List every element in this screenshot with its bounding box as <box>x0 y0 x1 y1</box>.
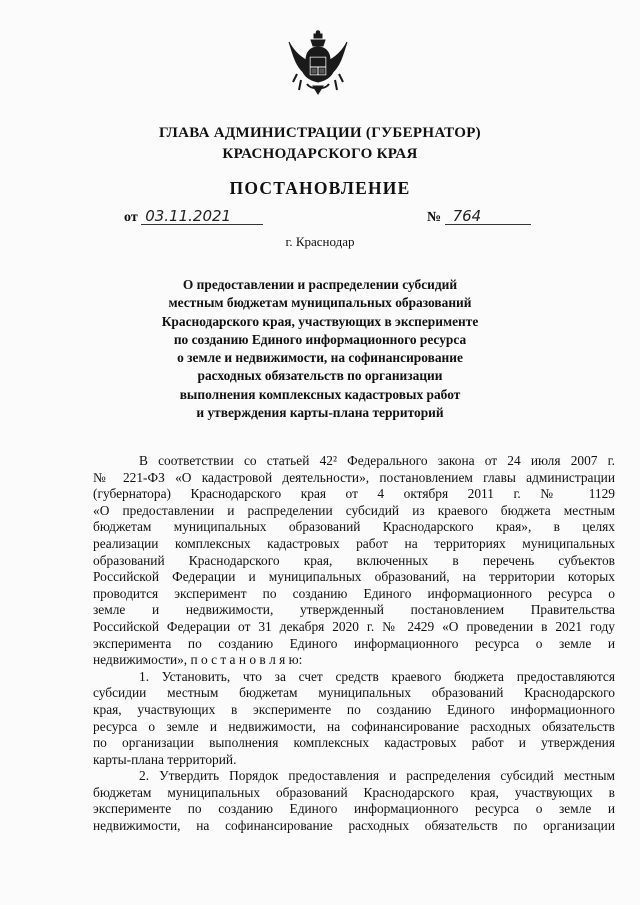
body-line: бюджетам муниципальных образований Краснодарского края, участвующих в <box>93 784 615 800</box>
title-line: по созданию Единого информационного ресурса <box>173 331 467 347</box>
number-field <box>427 209 531 226</box>
title-line: местным бюджетам муниципальных образований <box>168 295 472 311</box>
date-value: 03.11.2021 <box>141 209 263 225</box>
body-line: бюджетам муниципальных образований Краснодарского края», в целях <box>93 519 615 535</box>
title-line: выполнения комплексных кадастровых работ <box>179 386 461 402</box>
title-line: расходных обязательств по организации <box>197 368 443 384</box>
header-line-1: ГЛАВА АДМИНИСТРАЦИИ (ГУБЕРНАТОР) <box>159 125 481 141</box>
title-line: Краснодарского края, участвующих в эксперименте <box>161 313 479 329</box>
body-line: образований Краснодарского края, включенных в перечень субъектов <box>93 552 615 568</box>
header-line-2: КРАСНОДАРСКОГО КРАЯ <box>222 146 418 162</box>
body-line: земле и недвижимости, утвержденный постановлением Правительства <box>93 602 615 618</box>
document-type-heading: ПОСТАНОВЛЕНИЕ <box>229 178 411 198</box>
date-prefix: от <box>124 210 138 225</box>
body-line: карты-плана территорий. <box>93 751 237 767</box>
body-line: В соответствии со статьей 42² Федерального закона от 24 июля 2007 г. <box>139 453 615 468</box>
body-line: эксперимента по созданию Единого информационного ресурса о земле и <box>93 635 615 651</box>
body-line: по организации выполнения комплексных кадастровых работ и утверждения <box>93 735 615 751</box>
body-line: края, участвующих в эксперименте по созданию Единого информационного <box>93 701 615 717</box>
title-line: и утверждения карты-плана территорий <box>196 405 444 421</box>
body-line: эксперименте по созданию Единого информационного ресурса о земле и <box>93 801 615 817</box>
body-line: 2. Утвердить Порядок предоставления и распределения субсидий местным <box>139 768 615 784</box>
date-field <box>124 209 263 226</box>
coat-of-arms-emblem <box>287 30 349 96</box>
body-line: субсидии местным бюджетам муниципальных образований Краснодарского <box>93 685 615 701</box>
resolution-body <box>93 453 615 835</box>
number-prefix: № <box>427 210 442 225</box>
body-line: ресурса о земле и недвижимости, на софинансирование расходных обязательств <box>93 718 615 734</box>
title-line: о земле и недвижимости, на софинансирование <box>177 350 463 366</box>
city-line: г. Краснодар <box>285 234 355 249</box>
body-line: проводится эксперимент по созданию Единого информационного ресурса о <box>93 585 615 601</box>
body-line: 1. Установить, что за счет средств краевого бюджета предоставляются <box>139 668 615 684</box>
body-line: недвижимости», п о с т а н о в л я ю: <box>93 652 303 668</box>
title-line: О предоставлении и распределении субсидий <box>182 277 458 292</box>
body-line: Российской Федерации и муниципальных образований, на территории которых <box>93 569 615 585</box>
body-line: реализации комплексных кадастровых работ на территориях муниципальных <box>93 535 615 551</box>
body-line: недвижимости, на софинансирование расходных обязательств по организации <box>93 818 615 834</box>
body-line: «О предоставлении и распределении субсидий из краевого бюджета местным <box>93 502 615 518</box>
body-line: № 221-ФЗ «О кадастровой деятельности», постановлением главы администрации <box>93 469 615 485</box>
resolution-title <box>150 276 490 422</box>
body-line: (губернатора) Краснодарского края от 4 октября 2011 г. № 1129 <box>93 486 615 502</box>
body-line: Российской Федерации от 31 декабря 2020 г. № 2429 «О проведении в 2021 году <box>93 618 615 634</box>
number-value: 764 <box>445 209 531 225</box>
